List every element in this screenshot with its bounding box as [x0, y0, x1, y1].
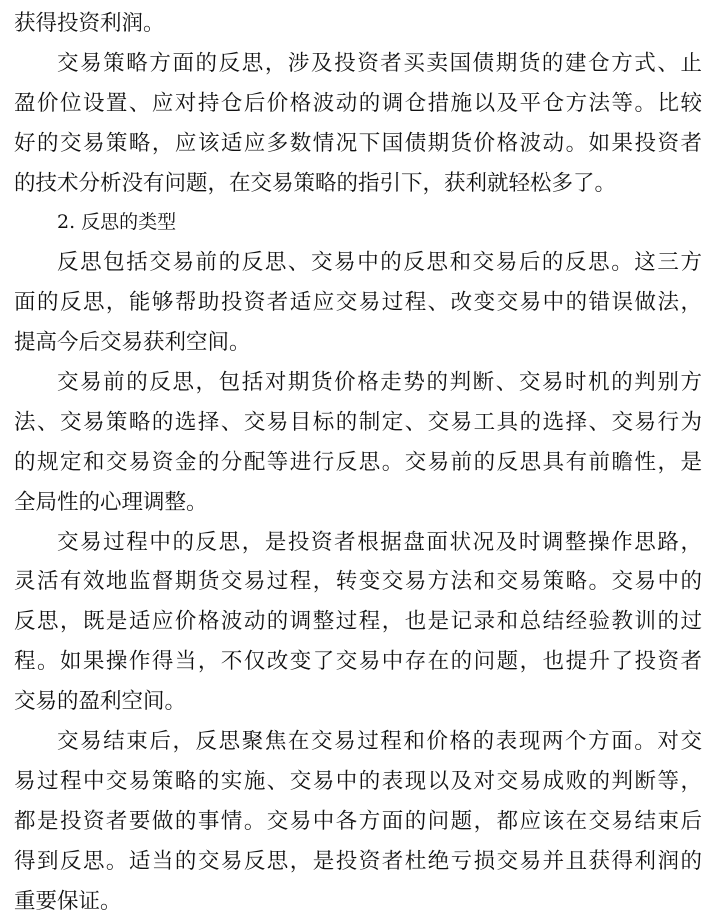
text-line: 交易过程中的反思，是投资者根据盘面状况及时调整操作思路， — [57, 529, 702, 555]
text-line: 交易结束后，反思聚焦在交易过程和价格的表现两个方面。对交 — [57, 729, 702, 755]
text-line: 全局性的心理调整。 — [14, 489, 208, 515]
text-line: 程。如果操作得当，不仅改变了交易中存在的问题，也提升了投资者 — [14, 649, 702, 675]
section-heading: 2. 反思的类型 — [57, 211, 177, 234]
text-line: 交易的盈利空间。 — [14, 689, 187, 715]
text-line: 重要保证。 — [14, 888, 122, 914]
text-line: 交易前的反思，包括对期货价格走势的判断、交易时机的判别方 — [57, 370, 702, 396]
text-line: 反思，既是适应价格波动的调整过程，也是记录和总结经验教训的过 — [14, 609, 702, 635]
text-line: 反思包括交易前的反思、交易中的反思和交易后的反思。这三方 — [57, 250, 702, 276]
text-line: 的规定和交易资金的分配等进行反思。交易前的反思具有前瞻性，是 — [14, 449, 702, 475]
text-line: 得到反思。适当的交易反思，是投资者杜绝亏损交易并且获得利润的 — [14, 848, 702, 874]
text-line: 的技术分析没有问题，在交易策略的指引下，获利就轻松多了。 — [14, 170, 617, 196]
text-line: 都是投资者要做的事情。交易中各方面的问题，都应该在交易结束后 — [14, 808, 702, 834]
text-line: 法、交易策略的选择、交易目标的制定、交易工具的选择、交易行为 — [14, 409, 702, 435]
text-line: 获得投资利润。 — [14, 11, 165, 36]
text-line: 灵活有效地监督期货交易过程，转变交易方法和交易策略。交易中的 — [14, 569, 702, 595]
text-line: 盈价位设置、应对持仓后价格波动的调仓措施以及平仓方法等。比较 — [14, 90, 702, 116]
text-line: 易过程中交易策略的实施、交易中的表现以及对交易成败的判断等， — [14, 768, 702, 794]
text-line: 交易策略方面的反思，涉及投资者买卖国债期货的建仓方式、止 — [57, 50, 702, 76]
text-line: 好的交易策略，应该适应多数情况下国债期货价格波动。如果投资者 — [14, 130, 702, 156]
text-line: 提高今后交易获利空间。 — [14, 330, 251, 356]
text-line: 面的反思，能够帮助投资者适应交易过程、改变交易中的错误做法， — [14, 290, 702, 316]
